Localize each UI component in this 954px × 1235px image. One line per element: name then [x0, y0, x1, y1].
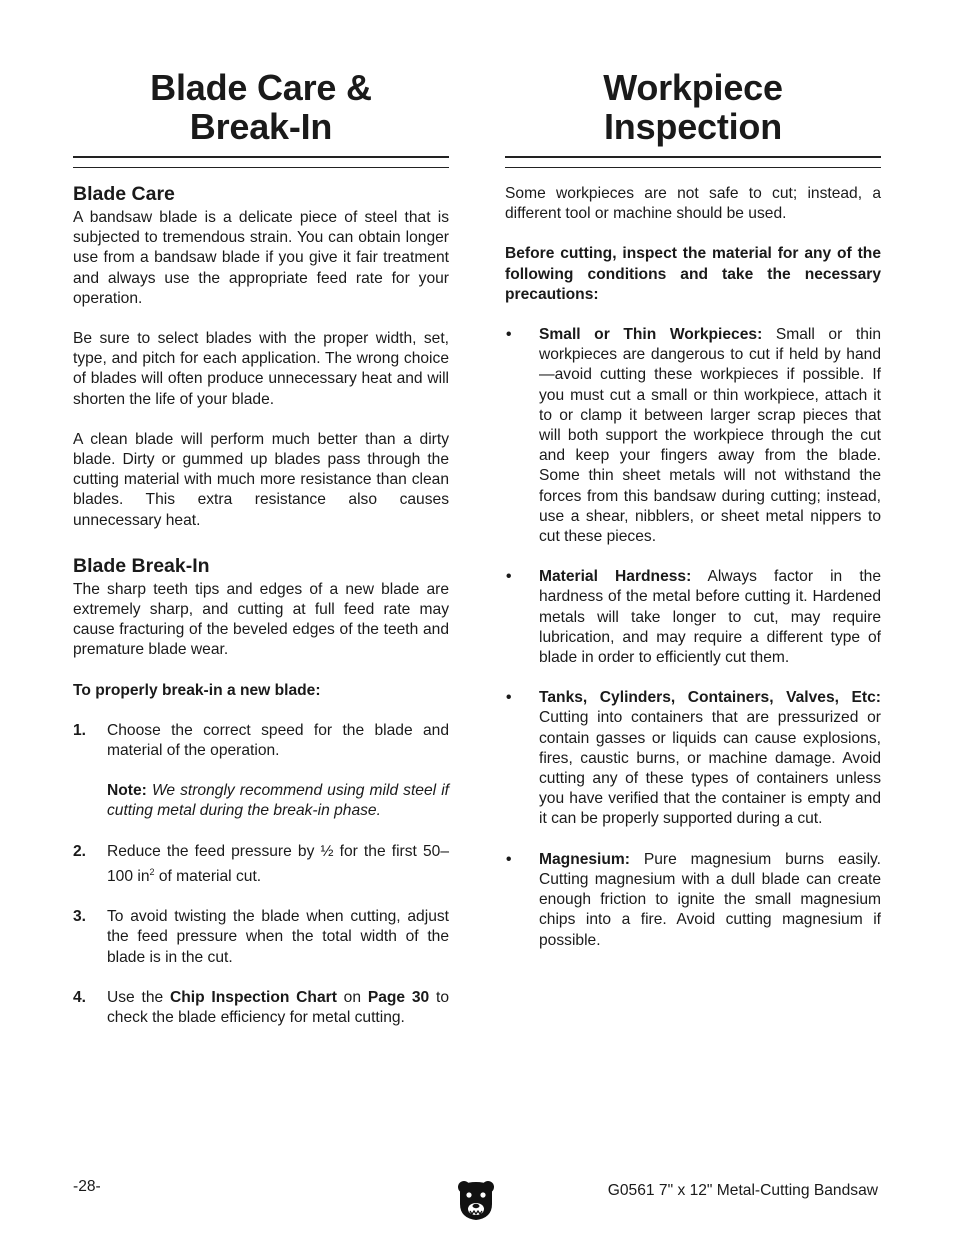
step-number: 3. — [73, 908, 87, 926]
bullet-item — [505, 325, 881, 547]
step-item — [73, 842, 449, 888]
bullet-item — [505, 850, 881, 951]
paragraph: A clean blade will perform much better than a dirty blade. Dirty or gummed up blades pass through the cutting material with much more resistance than clean blades. This extra resistance also causes unnecessary heat. — [73, 430, 449, 529]
bullet-symbol: • — [506, 850, 512, 868]
precaution-intro: Before cutting, inspect the material for any of the following conditions and take the necessary precautions: — [505, 245, 881, 303]
bullet-label: Small or Thin Workpieces: — [539, 326, 763, 344]
superscript: 2 — [149, 866, 155, 877]
step-text: Reduce the feed pressure by ½ for the first 50–100 in — [107, 842, 449, 886]
bullet-text: Small or thin workpieces are dangerous to cut if held by hand—avoid cutting these workpieces if possible. If you must cut a small or thin workpiece, attach it to or clamp it between larger scrap pieces that will both support the workpiece through the cut and keep your fingers away from the blade. Some thin sheet metals will not withstand the forces from this bandsaw during cutting; instead, use a shear, nibblers, or sheet metal nippers to cut these pieces. — [539, 326, 882, 546]
bullet-symbol: • — [506, 568, 512, 586]
step-text: Choose the correct speed for the blade and material of the operation. — [107, 721, 449, 760]
step-text: on — [336, 988, 368, 1006]
step-text: of material cut. — [154, 868, 262, 886]
bullet-label: Magnesium: — [539, 850, 630, 868]
double-rule — [505, 156, 881, 158]
model-caption: G0561 7" x 12" Metal-Cutting Bandsaw — [607, 1182, 878, 1199]
paragraph: The sharp teeth tips and edges of a new blade are extremely sharp, and cutting at full feed rate may cause fracturing of the beveled edges of the teeth and premature blade wear. — [73, 580, 449, 659]
note-text: We strongly recommend using mild steel if cutting metal during the break-in phase. — [107, 782, 449, 820]
page-reference: Page 30 — [367, 988, 430, 1006]
step-item — [73, 721, 449, 761]
title-line: Blade Care & — [150, 67, 372, 108]
title-line: Inspection — [603, 106, 783, 147]
title-line: Workpiece — [603, 67, 783, 108]
bullet-text: Cutting into containers that are pressurized or contain gasses or liquids can cause explosions, fires, caustic burns, or machine damage. Avoid cutting any of these types of containers unless you have verified that the container is empty and it can be properly supported during a cut. — [539, 709, 881, 828]
step-number: 1. — [73, 721, 87, 739]
step-text: To avoid twisting the blade when cutting, adjust the feed pressure when the total width of the blade is in the cut. — [107, 908, 449, 966]
section-title-workpiece-inspection — [505, 68, 881, 148]
bear-logo-icon — [456, 1178, 496, 1222]
step-number: 4. — [73, 988, 87, 1006]
bullet-label: Tanks, Cylinders, Containers, Valves, Etc: — [539, 689, 881, 707]
step-item — [73, 988, 449, 1028]
step-text: to check the blade efficiency for metal cutting. — [107, 988, 450, 1027]
note-label: Note: — [107, 782, 147, 800]
heading-blade-care: Blade Care — [73, 183, 175, 205]
bullet-text: Always factor in the hardness of the metal before cutting it. Hardened metals will take longer to cut, may require lubrication, and may require a different type of blade in order to efficiently cut them. — [539, 568, 881, 667]
step-number: 2. — [73, 842, 87, 860]
paragraph: Be sure to select blades with the proper width, set, type, and pitch for each application. The wrong choice of blades will often produce unnecessary heat and will shorten the life of your blade. — [73, 330, 449, 408]
bullet-symbol: • — [506, 326, 512, 344]
heading-blade-break-in: Blade Break-In — [73, 554, 210, 577]
paragraph: A bandsaw blade is a delicate piece of steel that is subjected to tremendous strain. You can obtain longer use from a bandsaw blade if you give it fair treatment and always use the appropriate feed rate for your operation. — [73, 209, 449, 307]
page-number: -28- — [73, 1178, 101, 1195]
step-text: Use the — [107, 988, 170, 1006]
paragraph: Some workpieces are not safe to cut; instead, a different tool or machine should be used. — [505, 185, 881, 223]
bullet-label: Material Hardness: — [539, 568, 692, 586]
title-line: Break-In — [189, 106, 333, 147]
right-column — [505, 68, 881, 951]
bullet-text: Pure magnesium burns easily. Cutting magnesium with a dull blade can create enough friction to ignite the small magnesium chips into a fire. Avoid cutting magnesium if possible. — [539, 850, 881, 949]
step-item — [73, 907, 449, 968]
chart-reference: Chip Inspection Chart — [169, 988, 337, 1006]
bullet-item — [505, 688, 881, 829]
bullet-item — [505, 567, 881, 668]
left-column — [73, 68, 449, 1028]
section-title-blade-care — [73, 68, 449, 148]
procedure-intro: To properly break-in a new blade: — [73, 681, 321, 699]
double-rule — [73, 156, 449, 158]
note — [73, 781, 449, 821]
bullet-symbol: • — [506, 689, 512, 707]
